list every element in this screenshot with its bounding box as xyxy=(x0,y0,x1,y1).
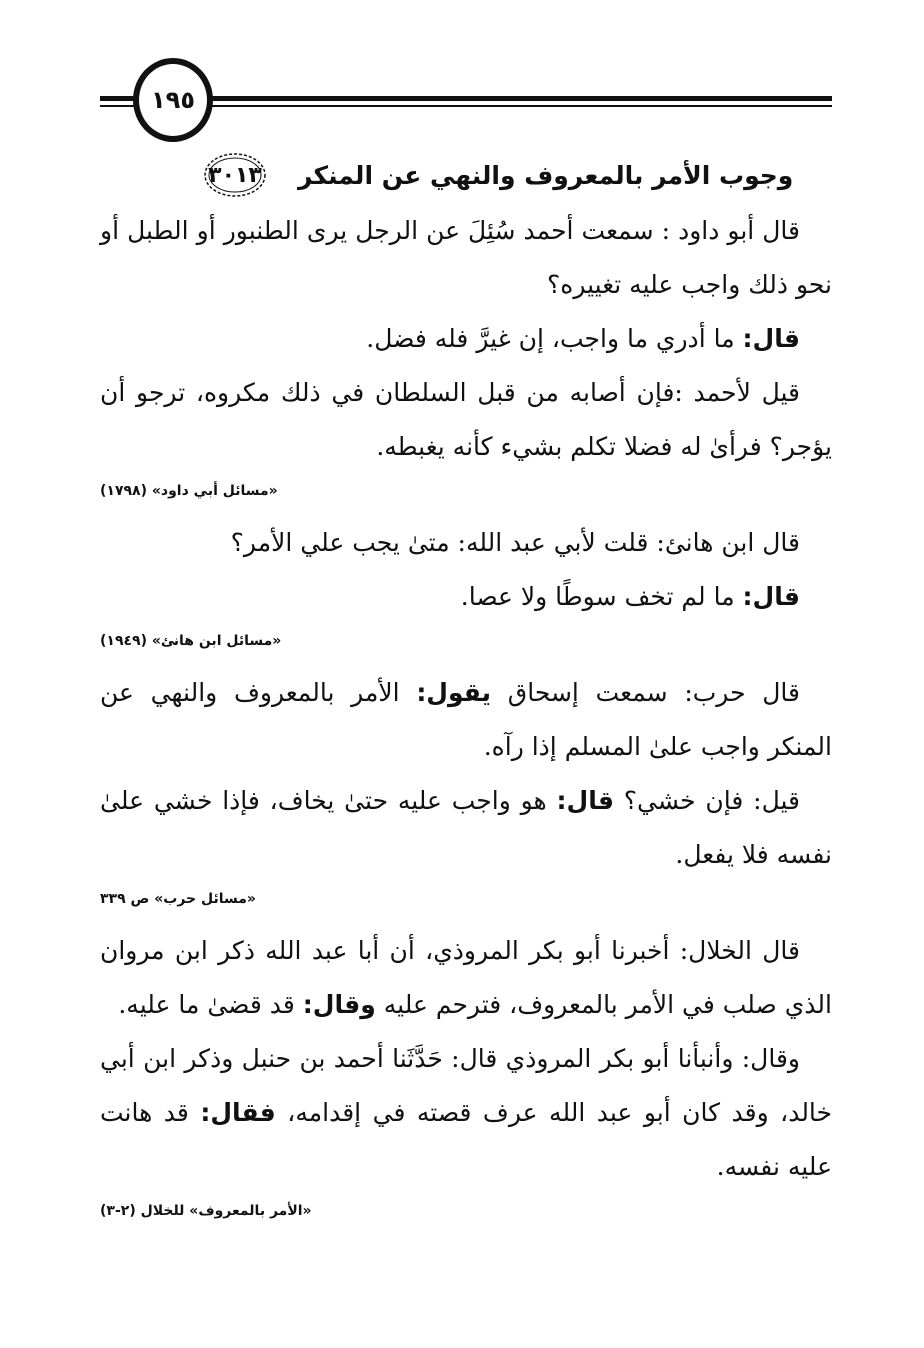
source-citation: «مسائل ابن هانئ» (١٩٤٩) xyxy=(100,633,282,649)
source-citation: «مسائل أبي داود» (١٧٩٨) xyxy=(100,483,278,499)
speaker-label: وقال: xyxy=(302,990,376,1019)
paragraph: قال حرب: سمعت إسحاق يقول: الأمر بالمعروف والنهي عن المنكر واجب علىٰ المسلم إذا رآه. xyxy=(100,678,832,761)
source-citation: «مسائل حرب» ص ٣٣٩ xyxy=(100,891,256,907)
paragraph xyxy=(100,312,832,366)
paragraph: قيل: فإن خشي؟ قال: هو واجب عليه حتىٰ يخاف، فإذا خشي علىٰ نفسه فلا يفعل. xyxy=(100,786,832,869)
source-citation: «الأمر بالمعروف» للخلال (٢-٣) xyxy=(100,1203,312,1219)
header-rule-thick xyxy=(206,96,832,101)
page-number: ١٩٥ xyxy=(133,58,213,142)
paragraph: قيل لأحمد :فإن أصابه من قبل السلطان في ذلك مكروه، ترجو أن يؤجر؟ فرأىٰ له فضلا تكلم بشيء كأنه يغبطه. xyxy=(100,378,832,461)
paragraph: قال ابن هانئ: قلت لأبي عبد الله: متىٰ يجب علي الأمر؟ xyxy=(230,528,800,557)
body-text xyxy=(100,204,832,1236)
speaker-label: قال: xyxy=(556,786,614,815)
paragraph xyxy=(100,570,832,624)
paragraph: قال أبو داود : سمعت أحمد سُئِلَ عن الرجل يرى الطنبور أو الطبل أو نحو ذلك واجب عليه تغييره؟ xyxy=(100,216,832,299)
paragraph-text: ما لم تخف سوطًا ولا عصا. xyxy=(460,582,743,611)
speaker-label: قال: xyxy=(742,324,800,353)
paragraph-text: ما أدري ما واجب، إن غيرَّ فله فضل. xyxy=(366,324,743,353)
speaker-label: قال: xyxy=(742,582,800,611)
section-number-badge xyxy=(202,151,268,199)
paragraph: قال الخلال: أخبرنا أبو بكر المروذي، أن أبا عبد الله ذكر ابن مروان الذي صلب في الأمر بالمعروف، فترحم عليه وقال: قد قضىٰ ما عليه. xyxy=(100,936,832,1019)
speaker-label: يقول: xyxy=(416,678,492,707)
section-heading xyxy=(202,150,832,200)
paragraph: وقال: وأنبأنا أبو بكر المروذي قال: حَدَّثَنا أحمد بن حنبل وذكر ابن أبي خالد، وقد كان أبو عبد الله عرف قصته في إقدامه، فقال: قد هانت عليه نفسه. xyxy=(100,1044,833,1181)
section-number: ٣٠١٣ xyxy=(208,162,262,188)
header-rule-thin xyxy=(206,105,832,107)
speaker-label: فقال: xyxy=(200,1098,276,1127)
section-title: وجوب الأمر بالمعروف والنهي عن المنكر xyxy=(298,160,794,190)
